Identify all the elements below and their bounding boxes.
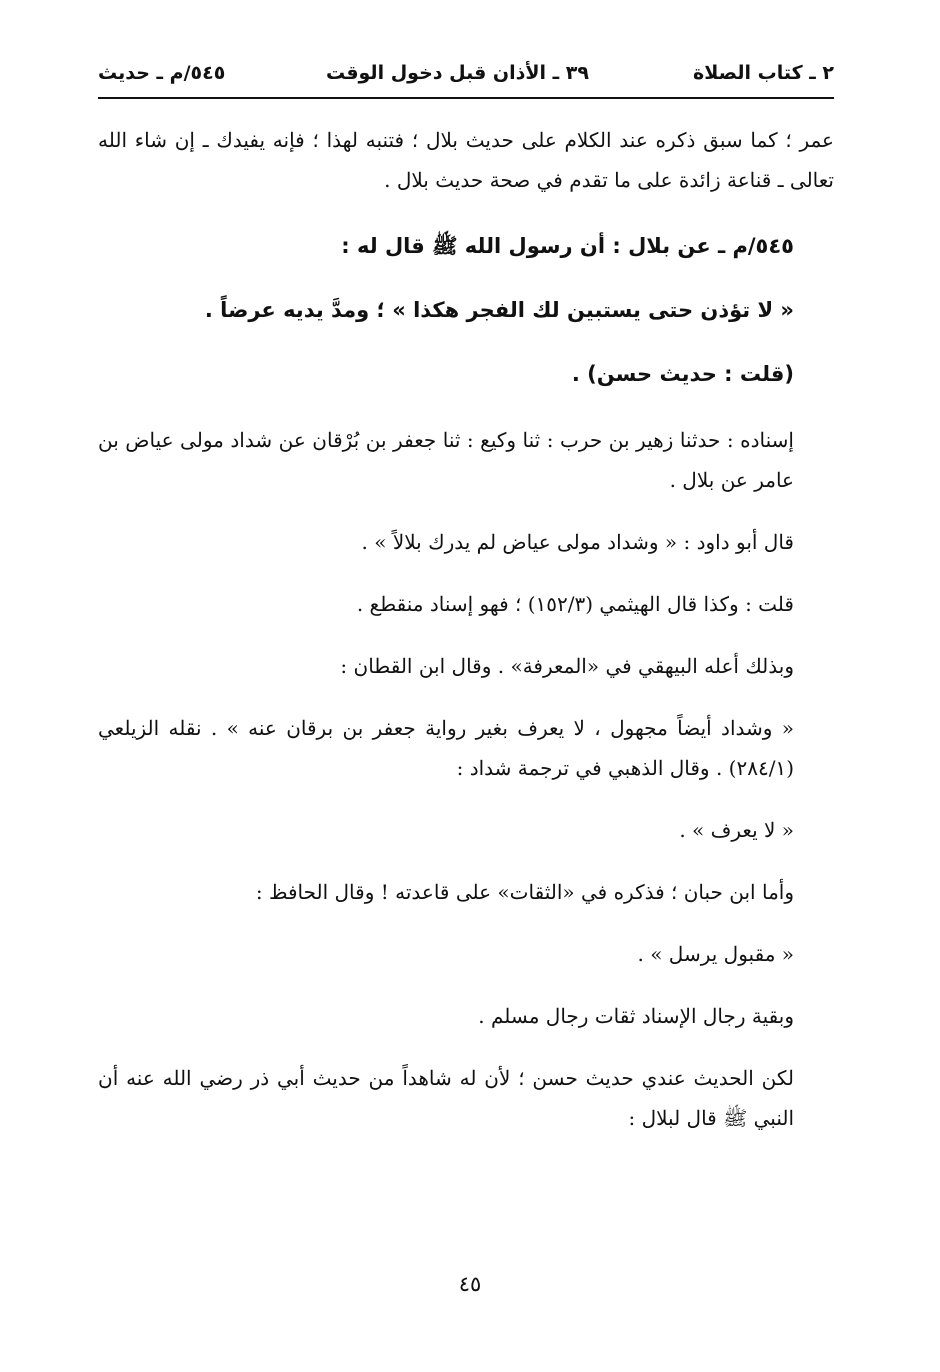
hadith-text: « لا تؤذن حتى يستبين لك الفجر هكذا » ؛ ومدَّ يديه عرضاً . bbox=[204, 298, 794, 322]
header-divider bbox=[98, 97, 834, 99]
header-hadith-number: ٥٤٥/م ـ حديث bbox=[98, 62, 226, 84]
header-chapter-title: ٣٩ ـ الأذان قبل دخول الوقت bbox=[325, 62, 589, 84]
running-header bbox=[98, 58, 834, 92]
dhahabi-quote: « لا يعرف » . bbox=[679, 818, 794, 842]
ibn-qattan-quote: « وشداد أيضاً مجهول ، لا يعرف بغير رواية جعفر بن برقان عنه » . نقله الزيلعي (٢٨٤/١) . وقال الذهبي في ترجمة شداد : bbox=[98, 716, 794, 780]
hadith-grading: (قلت : حديث حسن) . bbox=[571, 362, 794, 386]
paragraph-continuation: عمر ؛ كما سبق ذكره عند الكلام على حديث بلال ؛ فتنبه لهذا ؛ فإنه يفيدك ـ إن شاء الله تعالى ـ قناعة زائدة على ما تقدم في صحة حديث بلال . bbox=[98, 128, 834, 192]
header-book-title: ٢ ـ كتاب الصلاة bbox=[693, 62, 834, 84]
hadith-header: ٥٤٥/م ـ عن بلال : أن رسول الله ﷺ قال له : bbox=[341, 234, 794, 258]
page-body bbox=[98, 120, 834, 1138]
bayhaqi-paragraph: وبذلك أعله البيهقي في «المعرفة» . وقال ابن القطان : bbox=[340, 654, 794, 678]
ibn-hibban-paragraph: وأما ابن حبان ؛ فذكره في «الثقات» على قاعدته ! وقال الحافظ : bbox=[255, 880, 794, 904]
abu-dawud-quote: قال أبو داود : « وشداد مولى عياض لم يدرك بلالاً » . bbox=[361, 530, 794, 554]
page-number: ٤٥ bbox=[458, 1272, 482, 1296]
conclusion-paragraph: لكن الحديث عندي حديث حسن ؛ لأن له شاهداً من حديث أبي ذر رضي الله عنه أن النبي ﷺ قال لبلال : bbox=[98, 1066, 794, 1130]
haythami-paragraph: قلت : وكذا قال الهيثمي (١٥٢/٣) ؛ فهو إسناد منقطع . bbox=[356, 592, 794, 616]
rest-of-isnad: وبقية رجال الإسناد ثقات رجال مسلم . bbox=[478, 1004, 794, 1028]
hafiz-quote: « مقبول يرسل » . bbox=[637, 942, 794, 966]
isnad-paragraph: إسناده : حدثنا زهير بن حرب : ثنا وكيع : ثنا جعفر بن بُرْقان عن شداد مولى عياض بن عامر عن بلال . bbox=[98, 428, 794, 492]
